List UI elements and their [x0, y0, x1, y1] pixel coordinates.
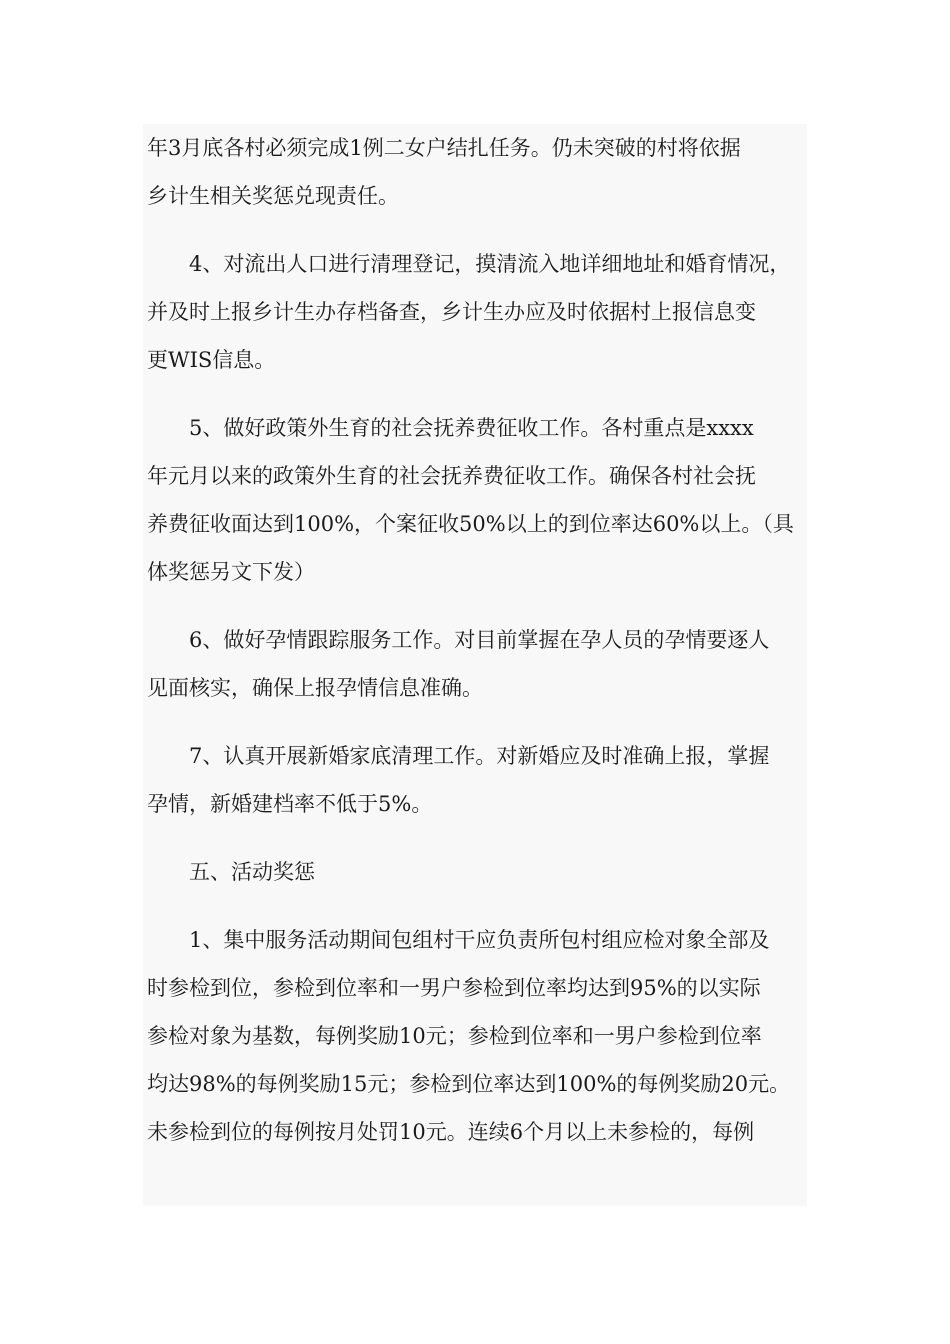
section-heading [147, 848, 809, 896]
text-line: 养费征收面达到100%，个案征收50%以上的到位率达60%以上。（具 [147, 512, 794, 536]
text-line: 6、做好孕情跟踪服务工作。对目前掌握在孕人员的孕情要逐人 [189, 628, 770, 652]
text-line: 1、集中服务活动期间包组村干应负责所包村组应检对象全部及 [189, 928, 770, 952]
paragraph-2 [147, 240, 809, 384]
paragraph-5 [147, 732, 809, 828]
paragraph-4 [147, 616, 809, 712]
text-line: 体奖惩另文下发） [147, 560, 315, 584]
text-line: 4、对流出人口进行清理登记，摸清流入地详细地址和婚育情况， [189, 252, 791, 276]
text-line: 年元月以来的政策外生育的社会抚养费征收工作。确保各村社会抚 [147, 464, 756, 488]
text-line: 均达98%的每例奖励15元；参检到位率达到100%的每例奖励20元。 [147, 1072, 791, 1096]
paragraph-6 [147, 916, 809, 1156]
text-line: 年3月底各村必须完成1例二女户结扎任务。仍未突破的村将依据 [147, 136, 741, 160]
document-body [147, 124, 809, 1156]
text-line: 时参检到位，参检到位率和一男户参检到位率均达到95%的以实际 [147, 976, 761, 1000]
text-line: 更WIS信息。 [147, 348, 276, 372]
text-line: 见面核实，确保上报孕情信息准确。 [147, 676, 483, 700]
paragraph-1 [147, 124, 809, 220]
paragraph-3 [147, 404, 809, 596]
text-line: 7、认真开展新婚家底清理工作。对新婚应及时准确上报，掌握 [189, 744, 770, 768]
text-line: 乡计生相关奖惩兑现责任。 [147, 184, 399, 208]
text-line: 孕情，新婚建档率不低于5%。 [147, 792, 433, 816]
text-line: 参检对象为基数，每例奖励10元；参检到位率和一男户参检到位率 [147, 1024, 762, 1048]
text-line: 并及时上报乡计生办存档备查，乡计生办应及时依据村上报信息变 [147, 300, 756, 324]
text-line: 未参检到位的每例按月处罚10元。连续6个月以上未参检的，每例 [147, 1120, 755, 1144]
heading-text: 五、活动奖惩 [189, 860, 315, 884]
text-line: 5、做好政策外生育的社会抚养费征收工作。各村重点是xxxx [189, 416, 754, 440]
